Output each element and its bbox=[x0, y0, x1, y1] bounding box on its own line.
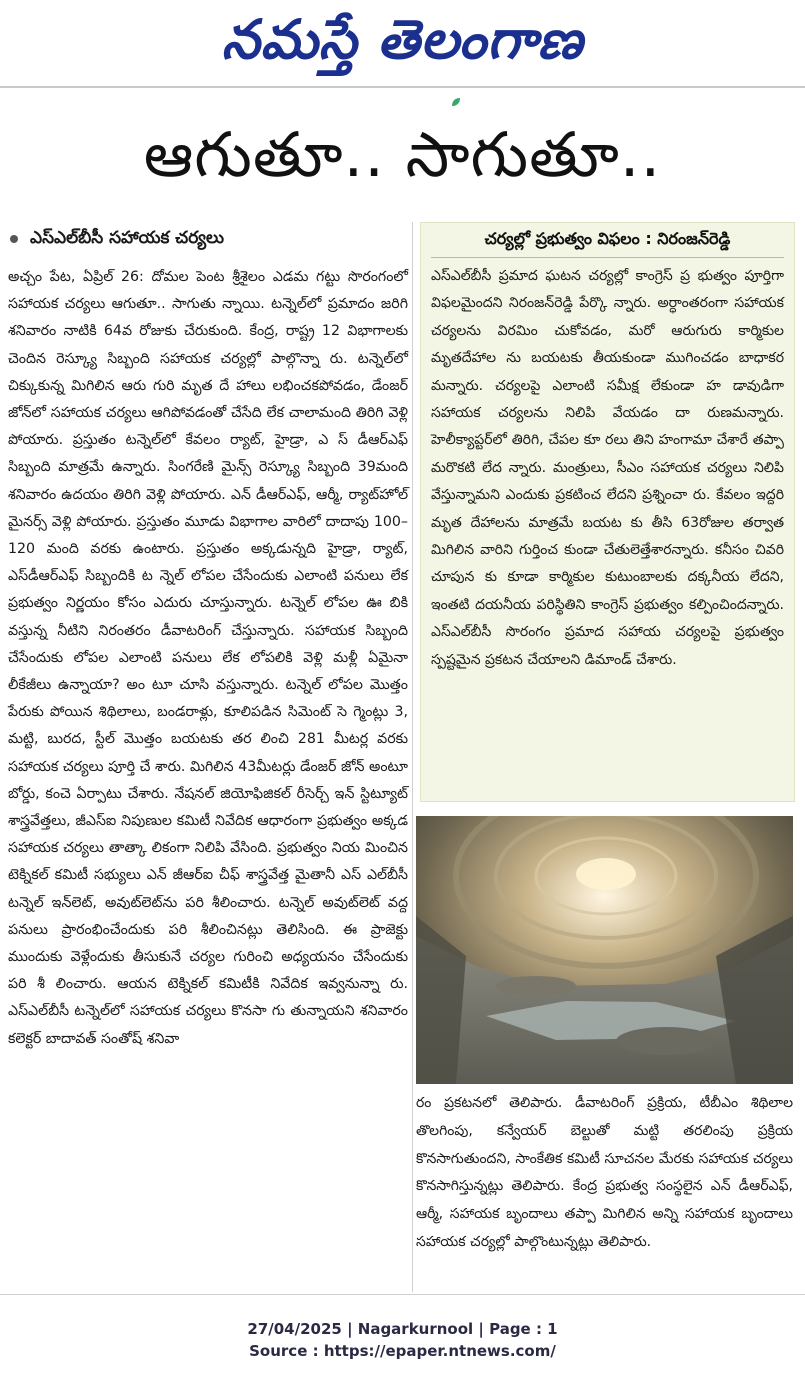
footer-divider bbox=[0, 1294, 805, 1295]
sidebar-box bbox=[420, 222, 795, 802]
headline: ఆగుతూ.. సాగుతూ.. bbox=[143, 118, 662, 191]
leaf-icon bbox=[450, 96, 462, 108]
tunnel-photo bbox=[416, 816, 793, 1084]
article-subhead bbox=[8, 228, 408, 258]
footer-date-line: 27/04/2025 | Nagarkurnool | Page : 1 bbox=[247, 1320, 558, 1338]
sidebar-box-title: చర్యల్లో ప్రభుత్వం విఫలం : నిరంజన్‌రెడ్డి bbox=[484, 229, 731, 248]
column-divider bbox=[412, 222, 413, 1292]
subhead-text: ఎస్ఎల్‌బీసీ సహాయక చర్యలు bbox=[30, 228, 224, 248]
sidebar-box-divider bbox=[431, 257, 784, 258]
article-body bbox=[8, 264, 408, 1053]
article-continuation: రం ప్రకటనలో తెలిపారు. డీవాటరింగ్ ప్రక్రియ, టీబీఎం శిథిలాల తొలగింపు, కన్వేయర్ బెల్టుతో మట్టి తరలింపు ప్రక్రియ కొనసాగుతుందని, సాంకేతిక కమిటీ సూచనల మేరకు సహాయక చర్యలు కొనసాగిస్తున్నట్లు తెలిపారు. కేంద్ర ప్రభుత్వ సంస్థలైన ఎన్ డీఆర్ఎఫ్, ఆర్మీ, సహాయక బృందాలు తప్పా మిగిలిన అన్ని సహాయక బృందాలు సహాయక చర్యల్లో పాల్గొంటున్నట్లు తెలిపారు. bbox=[416, 1095, 793, 1250]
main-article bbox=[8, 228, 408, 1053]
article-body-text: అచ్చం పేట, ఏప్రిల్ 26: దోమల పెంట శ్రీశైలం ఎడమ గట్టు సొరంగంలో సహాయక చర్యలు ఆగుతూ.. సాగుతు న్నాయి. టన్నెల్‌లో ప్రమాదం జరిగి శనివారం నాటికి 64వ రోజుకు చేరుకుంది. కేంద్ర, రాష్ట్ర 12 విభాగాలకు చెందిన రెస్క్యూ సిబ్బంది సహాయక చర్యల్లో పాల్గొన్నా రు. టన్నెల్‌లో చిక్కుకున్న మిగిలిన ఆరు గురి మృత దే హాలు లభించకపోవడం, డేంజర్ జోన్‌లో సహాయక చర్యలు ఆగిపోవడంతో చేసేది లేక చాలామంది తిరిగి వెళ్లి పోయారు. ప్రస్తుతం టన్నెల్‌లో కేవలం ర్యాట్, హైడ్రా, ఎ స్ డీఆర్ఎఫ్ సిబ్బంది మాత్రమే ఉన్నారు. సింగరేణి మైన్స్ రెస్క్యూ సిబ్బంది 39మంది శనివారం ఉదయం తిరిగి వెళ్లి పోయారు. ఎన్ డీఆర్ఎఫ్, ఆర్మీ, ర్యాట్‌హోల్ మైనర్స్ వెళ్లి పోయారు. ప్రస్తుతం మూడు విభాగాల వారిలో దాదాపు 100–120 మంది వరకు ఉంటారు. ప్రస్తుతం అక్కడున్నది హైడ్రా, ర్యాట్, ఎస్‌డీఆర్ఎఫ్ సిబ్బందికి ట న్నెల్ లోపల చేసేందుకు ఎలాంటి పనులు లేక ప్రభుత్వం నిర్ణయం కోసం ఎదురు చూస్తున్నారు. టన్నెల్ లోపల ఊ బికి వస్తున్న నీటిని నిరంతరం డీవాటరింగ్ చేస్తున్నారు. సహాయక సిబ్బంది చేసేందుకు లోపల ఎలాంటి పనులు లేక లోపలికి వెళ్లి మళ్లీ ఏమైనా లీకేజీలు ఉన్నాయా? అం టూ చూసి వస్తున్నారు. టన్నెల్ లోపల మొత్తం పేరుకు పోయిన శిథిలాలు, బండరాళ్లు, కూలిపడిన సిమెంట్ సె గ్మెంట్లు 3, మట్టి, బురద, స్టీల్ మొత్తం బయటకు తర లించి 281 మీటర్ల వరకు సహాయక చర్యలు పూర్తి చే శారు. మిగిలిన 43మీటర్లు డేంజర్ జోన్ అంటూ బోర్డు, కంచె ఏర్పాటు చేశారు. నేషనల్ జియోఫిజికల్ రీసెర్చ్ ఇన్ స్టిట్యూట్ శాస్త్రవేత్తలు, జీఎస్ఐ నిపుణుల కమిటీ నివేదిక ఆధారంగా ప్రభుత్వం అక్కడ సహాయక చర్యలు తాత్కా లికంగా నిలిపి వేసింది. ప్రభుత్వం నియ మించిన టెక్నికల్ కమిటీ సభ్యులు ఎన్ జీఆర్ఐ చీఫ్ శాస్త్రవేత్త మైతానీ ఎస్ ఎల్‌బీసీ టన్నెల్ ఇన్‌లెట్, అవుట్‌లెట్‌ను పరి శీలించారు. టన్నెల్ అవుట్‌లెట్ వద్ద పనులు ప్రారంభించేందుకు పరి శీలించినట్లు తెలిసింది. ఈ ప్రాజెక్టు ముందుకు వెళ్లేందుకు తీసుకునే చర్యల గురించి అధ్యయనం చేసేందుకు పరి శీ లించారు. ఆయన టెక్నికల్ కమిటీకి నివేదిక ఇవ్వనున్నా రు. ఎస్ఎల్‌బీసీ టన్నెల్‌లో సహాయక చర్యలు కొనసా గు తున్నాయని శనివారం కలెక్టర్ బాదావత్ సంతోష్ శనివా bbox=[8, 269, 408, 1047]
footer-source-line[interactable]: Source : https://epaper.ntnews.com/ bbox=[249, 1342, 556, 1360]
masthead bbox=[0, 0, 805, 90]
bullet-icon bbox=[10, 235, 18, 243]
newspaper-title: నమస్తే తెలంగాణ bbox=[221, 8, 584, 71]
sidebar-box-body: ఎస్ఎల్‌బీసీ ప్రమాద ఘటన చర్యల్లో కాంగ్రెస్ ప్ర భుత్వం పూర్తిగా విఫలమైందని నిరంజన్‌రెడ్డి పేర్కొ న్నారు. అర్ధాంతరంగా సహాయక చర్యలను విరమిం చుకోవడం, మరో ఆరుగురు కార్మికుల మృతదేహాల ను బయటకు తీయకుండా ముగించడం బాధాకర మన్నారు. చర్యలపై ఎలాంటి సమీక్ష లేకుండా హ డావుడిగా సహాయక చర్యలను నిలిపి వేయడం దా రుణమన్నారు. హెలీక్యాప్టర్‌లో తిరిగి, చేపల కూ రలు తిని హంగామా చేశారే తప్పా మరొకటి లేద న్నారు. మంత్రులు, సీఎం సహాయక చర్యలు నిలిపి వేస్తున్నామని ఎందుకు ప్రకటించ లేదని ప్రశ్నించా రు. కేవలం ఇద్దరి మృత దేహాలను మాత్రమే బయట కు తీసి 63రోజుల తర్వాత మిగిలిన వారిని గుర్తించ కుండా చేతులెత్తేశారన్నారు. కనీసం చివరి చూపున కు కూడా కార్మికుల కుటుంబాలకు దక్కనీయ లేదని, ఇంతటి దయనీయ పరిస్థితిని కాంగ్రెస్ ప్రభుత్వం కల్పించిందన్నారు. ఎస్ఎల్‌బీసీ సొరంగం ప్రమాద సహాయ చర్యలపై ప్రభుత్వం స్పష్టమైన ప్రకటన చేయాలని డిమాండ్ చేశారు. bbox=[431, 268, 784, 668]
masthead-divider bbox=[0, 86, 805, 88]
footer bbox=[0, 1318, 805, 1362]
